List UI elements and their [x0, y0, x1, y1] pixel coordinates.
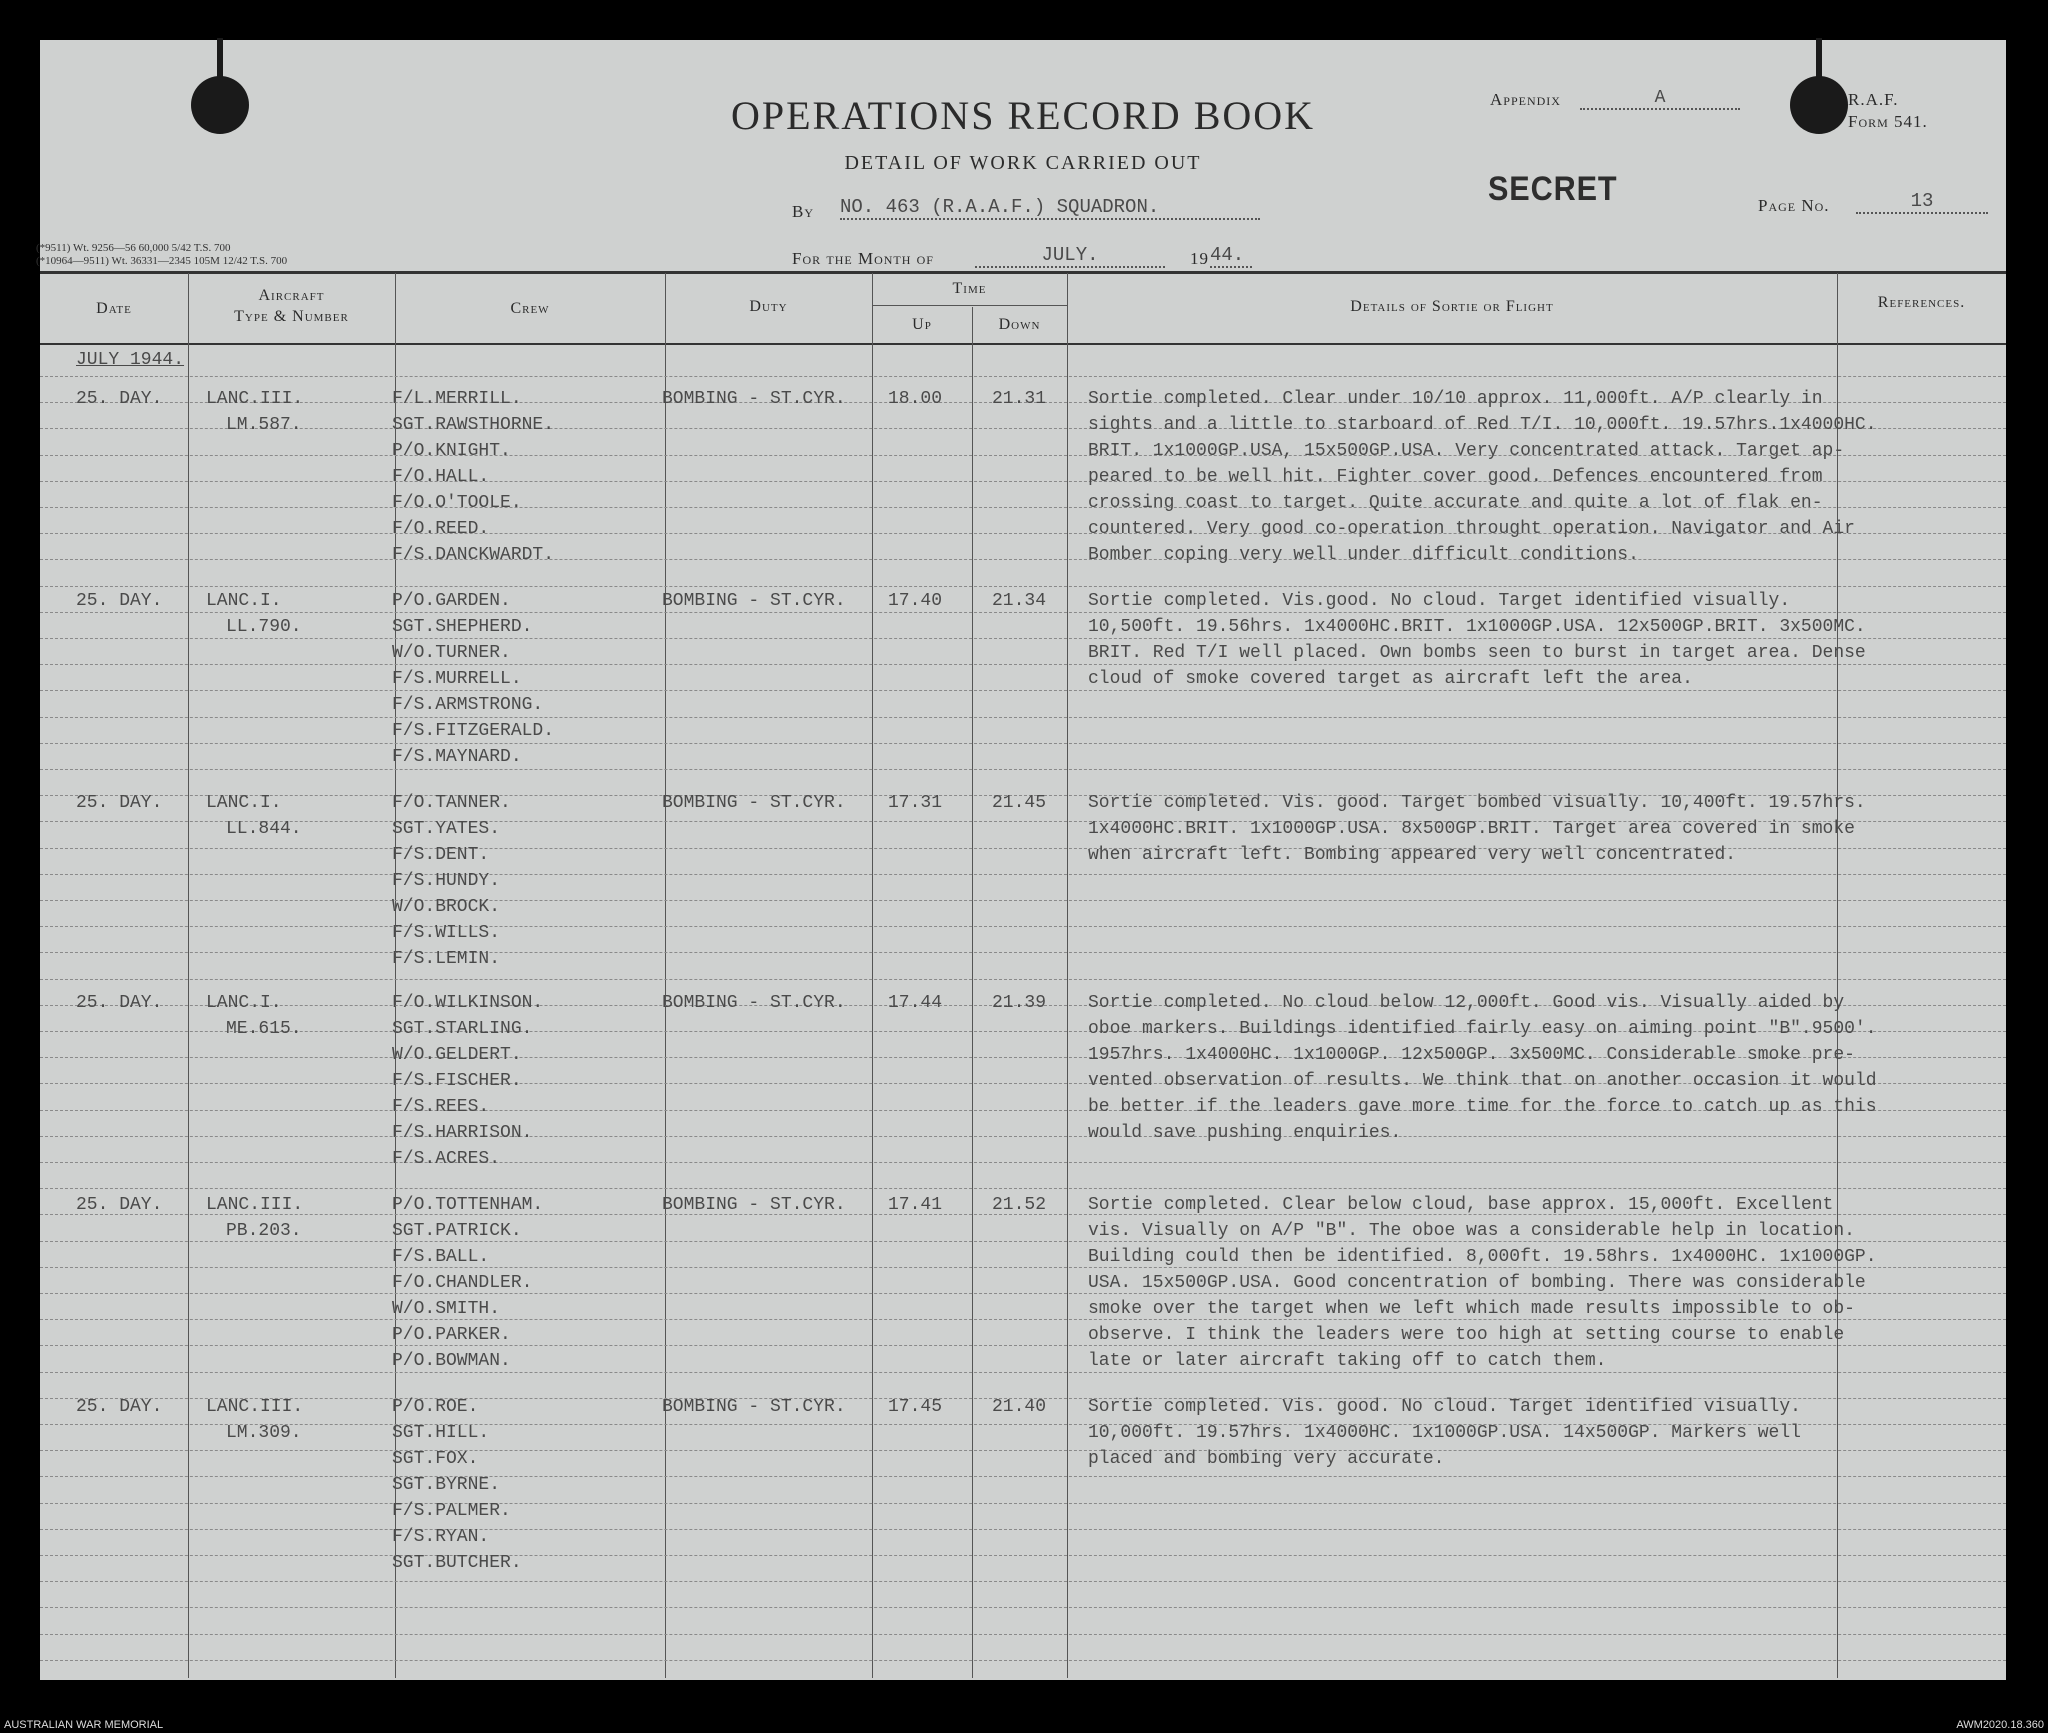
crew-member: W/O.SMITH.: [392, 1299, 501, 1319]
ruled-line: [40, 690, 2006, 691]
ruled-line: [40, 952, 2006, 953]
crew-member: P/O.KNIGHT.: [392, 441, 511, 461]
ruled-line: [40, 1450, 2006, 1451]
details-line: observe. I think the leaders were too high at setting course to enable: [1088, 1325, 1845, 1345]
details-line: countered. Very good co-operation throught operation. Navigator and Air: [1088, 519, 1855, 539]
details-line: sights and a little to starboard of Red T/I. 10,000ft. 19.57hrs.1x4000HC.: [1088, 415, 1877, 435]
crew-member: SGT.BYRNE.: [392, 1475, 501, 1495]
details-line: peared to be well hit. Fighter cover good. Defences encountered from: [1088, 467, 1823, 487]
form-label-raf: R.A.F.: [1848, 90, 1899, 109]
printer-imprint: [36, 242, 287, 268]
column-divider-details: [1837, 273, 1838, 1678]
entry-date: 25. DAY.: [76, 793, 163, 813]
duty: BOMBING - ST.CYR.: [662, 389, 846, 409]
crew-member: F/S.HARRISON.: [392, 1123, 533, 1143]
details-line: Sortie completed. Vis. good. No cloud. Target identified visually.: [1088, 1397, 1801, 1417]
secret-stamp: SECRET: [1488, 170, 1618, 208]
crew-member: F/O.WILKINSON.: [392, 993, 544, 1013]
appendix-value: A: [1580, 88, 1740, 110]
page-subtitle: DETAIL OF WORK CARRIED OUT: [844, 152, 1202, 174]
details-line: Building could then be identified. 8,000ft. 19.58hrs. 1x4000HC. 1x1000GP.: [1088, 1247, 1877, 1267]
crew-member: F/S.DENT.: [392, 845, 490, 865]
time-down: 21.34: [992, 591, 1047, 611]
crew-member: SGT.PATRICK.: [392, 1221, 522, 1241]
ruled-line: [40, 1529, 2006, 1530]
crew-member: F/S.ACRES.: [392, 1149, 501, 1169]
crew-member: F/O.CHANDLER.: [392, 1273, 533, 1293]
ruled-line: [40, 586, 2006, 587]
crew-member: P/O.BOWMAN.: [392, 1351, 511, 1371]
details-line: Sortie completed. Clear under 10/10 approx. 11,000ft. A/P clearly in: [1088, 389, 1823, 409]
crew-member: SGT.HILL.: [392, 1423, 490, 1443]
form-label-number: Form 541.: [1848, 112, 1928, 131]
details-line: smoke over the target when we left which made results impossible to ob-: [1088, 1299, 1855, 1319]
crew-member: SGT.STARLING.: [392, 1019, 533, 1039]
time-up: 17.45: [888, 1397, 943, 1417]
footer-credit: AUSTRALIAN WAR MEMORIAL: [4, 1719, 164, 1731]
details-line: 10,500ft. 19.56hrs. 1x4000HC.BRIT. 1x1000GP.USA. 12x500GP.BRIT. 3x500MC.: [1088, 617, 1866, 637]
crew-member: SGT.YATES.: [392, 819, 501, 839]
header-duty: Duty: [749, 298, 788, 315]
details-line: BRIT. 1x1000GP.USA, 15x500GP.USA. Very concentrated attack. Target ap-: [1088, 441, 1845, 461]
details-line: Sortie completed. No cloud below 12,000ft. Good vis. Visually aided by: [1088, 993, 1845, 1013]
duty: BOMBING - ST.CYR.: [662, 591, 846, 611]
crew-member: F/O.TANNER.: [392, 793, 511, 813]
details-line: BRIT. Red T/I well placed. Own bombs seen to burst in target area. Dense: [1088, 643, 1866, 663]
aircraft-number: LL.790.: [226, 617, 302, 637]
column-divider-crew: [665, 273, 666, 1678]
aircraft-number: LM.309.: [226, 1423, 302, 1443]
aircraft-type: LANC.III.: [206, 1397, 304, 1417]
crew-member: P/O.GARDEN.: [392, 591, 511, 611]
ruled-line: [40, 376, 2006, 377]
duty: BOMBING - ST.CYR.: [662, 993, 846, 1013]
details-line: 1957hrs. 1x4000HC. 1x1000GP. 12x500GP. 3x500MC. Considerable smoke pre-: [1088, 1045, 1855, 1065]
crew-member: W/O.TURNER.: [392, 643, 511, 663]
crew-member: F/S.BALL.: [392, 1247, 490, 1267]
details-line: Sortie completed. Clear below cloud, base approx. 15,000ft. Excellent: [1088, 1195, 1834, 1215]
printer-line-2: (*10964—9511) Wt. 36331—2345 105M 12/42 T.S. 700: [36, 255, 288, 267]
header-references: References.: [1877, 294, 1966, 311]
ruled-line: [40, 1188, 2006, 1189]
printer-line-1: (*9511) Wt. 9256—56 60,000 5/42 T.S. 700: [36, 242, 231, 254]
ruled-line: [40, 900, 2006, 901]
time-up: 17.31: [888, 793, 943, 813]
aircraft-type: LANC.I.: [206, 793, 282, 813]
month-heading: JULY 1944.: [76, 350, 185, 370]
ruled-line: [40, 743, 2006, 744]
page-number-value: 13: [1856, 190, 1988, 214]
details-line: vented observation of results. We think that on another occasion it would: [1088, 1071, 1877, 1091]
crew-member: F/S.HUNDY.: [392, 871, 501, 891]
crew-member: SGT.SHEPHERD.: [392, 617, 533, 637]
header-up: Up: [912, 316, 932, 333]
aircraft-number: LL.844.: [226, 819, 302, 839]
header-date: Date: [96, 300, 132, 317]
header-aircraft-type: Type & Number: [234, 308, 349, 325]
year-value: 44.: [1210, 244, 1252, 268]
crew-member: F/S.WILLS.: [392, 923, 501, 943]
month-value: JULY.: [975, 244, 1165, 268]
aircraft-type: LANC.I.: [206, 591, 282, 611]
crew-member: F/O.O'TOOLE.: [392, 493, 522, 513]
ruled-line: [40, 559, 2006, 560]
year-prefix: 19: [1190, 249, 1209, 268]
ruled-line: [40, 1372, 2006, 1373]
crew-member: F/S.ARMSTRONG.: [392, 695, 544, 715]
page-title: OPERATIONS RECORD BOOK: [730, 93, 1316, 138]
duty: BOMBING - ST.CYR.: [662, 793, 846, 813]
entry-date: 25. DAY.: [76, 993, 163, 1013]
crew-member: F/S.MAYNARD.: [392, 747, 522, 767]
binder-slot-left: [217, 38, 223, 80]
details-line: placed and bombing very accurate.: [1088, 1449, 1445, 1469]
duty: BOMBING - ST.CYR.: [662, 1195, 846, 1215]
details-line: 1x4000HC.BRIT. 1x1000GP.USA. 8x500GP.BRIT. Target area covered in smoke: [1088, 819, 1855, 839]
details-line: Sortie completed. Vis.good. No cloud. Target identified visually.: [1088, 591, 1791, 611]
table-top-rule: [40, 271, 2006, 274]
details-line: would save pushing enquiries.: [1088, 1123, 1402, 1143]
details-line: USA. 15x500GP.USA. Good concentration of bombing. There was considerable: [1088, 1273, 1866, 1293]
document-page: [36, 40, 2006, 1680]
column-divider-date: [188, 273, 189, 1678]
header-details: Details of Sortie or Flight: [1350, 298, 1554, 315]
entry-date: 25. DAY.: [76, 389, 163, 409]
entry-date: 25. DAY.: [76, 1195, 163, 1215]
ruled-line: [40, 979, 2006, 980]
details-line: cloud of smoke covered target as aircraft left the area.: [1088, 669, 1693, 689]
time-up: 17.41: [888, 1195, 943, 1215]
crew-member: F/S.REES.: [392, 1097, 490, 1117]
details-line: late or later aircraft taking off to catch them.: [1088, 1351, 1607, 1371]
ruled-line: [40, 1162, 2006, 1163]
time-up: 17.44: [888, 993, 943, 1013]
crew-member: P/O.ROE.: [392, 1397, 479, 1417]
crew-member: SGT.FOX.: [392, 1449, 479, 1469]
aircraft-number: PB.203.: [226, 1221, 302, 1241]
header-aircraft: Aircraft: [258, 287, 325, 304]
crew-member: W/O.BROCK.: [392, 897, 501, 917]
details-line: Sortie completed. Vis. good. Target bombed visually. 10,400ft. 19.57hrs.: [1088, 793, 1866, 813]
header-time: Time: [952, 280, 987, 297]
ruled-line: [40, 874, 2006, 875]
aircraft-type: LANC.I.: [206, 993, 282, 1013]
crew-member: F/S.LEMIN.: [392, 949, 501, 969]
details-line: be better if the leaders gave more time for the force to catch up as this: [1088, 1097, 1877, 1117]
time-down: 21.52: [992, 1195, 1047, 1215]
header-bottom-rule: [40, 343, 2006, 345]
by-label: By: [792, 202, 815, 221]
ruled-line: [40, 1581, 2006, 1582]
header-crew: Crew: [510, 300, 550, 317]
ruled-line: [40, 1660, 2006, 1661]
crew-member: W/O.GELDERT.: [392, 1045, 522, 1065]
details-line: crossing coast to target. Quite accurate and quite a lot of flak en-: [1088, 493, 1823, 513]
time-down: 21.31: [992, 389, 1047, 409]
details-line: when aircraft left. Bombing appeared very well concentrated.: [1088, 845, 1737, 865]
time-up: 18.00: [888, 389, 943, 409]
column-divider-down: [1067, 273, 1068, 1678]
month-label: For the Month of: [792, 249, 934, 268]
ruled-line: [40, 1136, 2006, 1137]
crew-member: F/O.REED.: [392, 519, 490, 539]
appendix-label: Appendix: [1490, 90, 1561, 109]
time-up: 17.40: [888, 591, 943, 611]
time-down: 21.45: [992, 793, 1047, 813]
crew-member: F/S.DANCKWARDT.: [392, 545, 555, 565]
ruled-line: [40, 769, 2006, 770]
details-line: 10,000ft. 19.57hrs. 1x4000HC. 1x1000GP.USA. 14x500GP. Markers well: [1088, 1423, 1801, 1443]
time-down: 21.40: [992, 1397, 1047, 1417]
header-down: Down: [998, 316, 1041, 333]
aircraft-type: LANC.III.: [206, 389, 304, 409]
entry-date: 25. DAY.: [76, 591, 163, 611]
details-line: Bomber coping very well under difficult conditions.: [1088, 545, 1639, 565]
crew-member: F/L.MERRILL.: [392, 389, 522, 409]
column-divider-duty: [872, 273, 873, 1678]
aircraft-type: LANC.III.: [206, 1195, 304, 1215]
crew-member: F/S.PALMER.: [392, 1501, 511, 1521]
crew-member: F/S.MURRELL.: [392, 669, 522, 689]
binder-slot-right: [1816, 38, 1822, 80]
ruled-line: [40, 1503, 2006, 1504]
column-divider-up: [972, 307, 973, 1678]
crew-member: F/O.HALL.: [392, 467, 490, 487]
entry-date: 25. DAY.: [76, 1397, 163, 1417]
crew-member: SGT.BUTCHER.: [392, 1553, 522, 1573]
time-down: 21.39: [992, 993, 1047, 1013]
ruled-line: [40, 926, 2006, 927]
aircraft-number: ME.615.: [226, 1019, 302, 1039]
ruled-line: [40, 1555, 2006, 1556]
squadron-value: NO. 463 (R.A.A.F.) SQUADRON.: [840, 196, 1260, 220]
crew-member: F/S.FITZGERALD.: [392, 721, 555, 741]
ruled-line: [40, 1476, 2006, 1477]
page-number-label: Page No.: [1758, 196, 1830, 215]
crew-member: SGT.RAWSTHORNE.: [392, 415, 555, 435]
ruled-line: [40, 1634, 2006, 1635]
crew-member: P/O.PARKER.: [392, 1325, 511, 1345]
crew-member: F/S.RYAN.: [392, 1527, 490, 1547]
aircraft-number: LM.587.: [226, 415, 302, 435]
ruled-line: [40, 1607, 2006, 1608]
crew-member: F/S.FISCHER.: [392, 1071, 522, 1091]
details-line: vis. Visually on A/P "B". The oboe was a considerable help in location.: [1088, 1221, 1855, 1241]
ruled-line: [40, 717, 2006, 718]
details-line: oboe markers. Buildings identified fairly easy on aiming point "B".9500'.: [1088, 1019, 1877, 1039]
time-header-divider: [872, 305, 1067, 306]
duty: BOMBING - ST.CYR.: [662, 1397, 846, 1417]
crew-member: P/O.TOTTENHAM.: [392, 1195, 544, 1215]
footer-accession: AWM2020.18.360: [1956, 1719, 2044, 1731]
